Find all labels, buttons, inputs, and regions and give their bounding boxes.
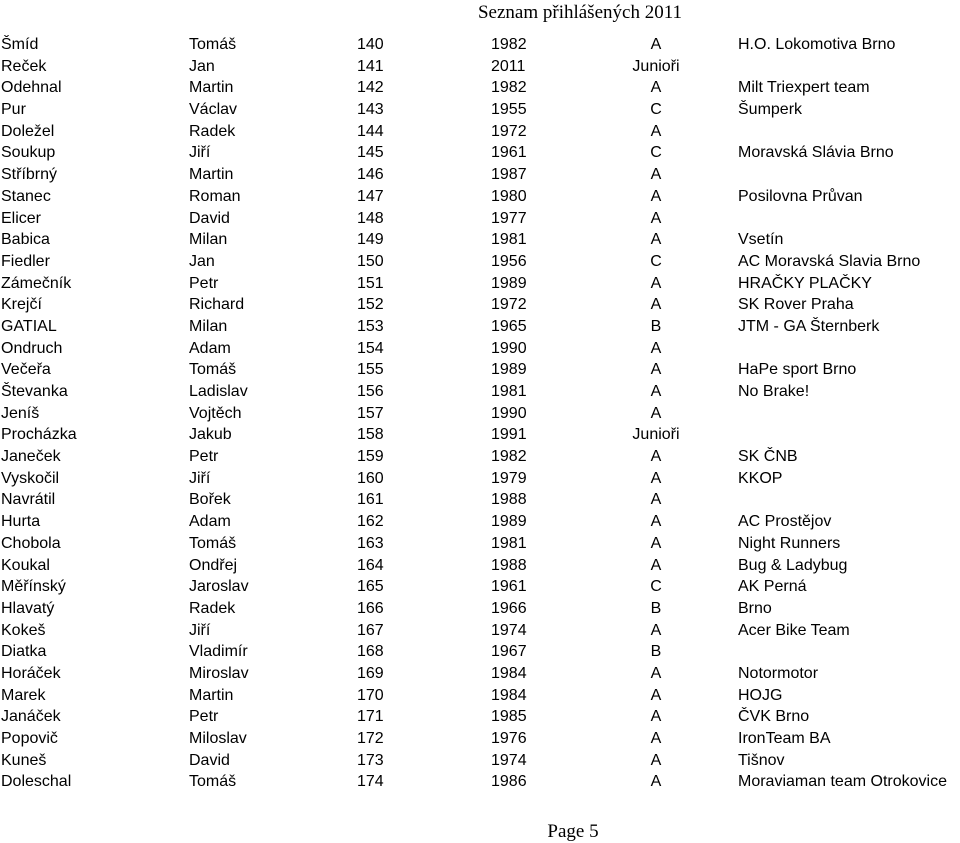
- entries-list: [0, 34, 960, 793]
- team-cell: KKOP: [738, 469, 783, 487]
- entry-row: [0, 685, 960, 707]
- surname-cell: GATIAL: [1, 317, 57, 335]
- entry-row: [0, 273, 960, 295]
- first-name-cell: Petr: [189, 708, 219, 726]
- start-number-cell: 157: [357, 404, 384, 422]
- team-cell: HaPe sport Brno: [738, 361, 857, 379]
- entry-row: [0, 750, 960, 772]
- entry-row: [0, 186, 960, 208]
- first-name-cell: Jiří: [189, 469, 211, 487]
- start-number-cell: 166: [357, 599, 384, 617]
- category-cell: A: [650, 708, 662, 726]
- surname-cell: Doležel: [1, 122, 55, 140]
- first-name-cell: Václav: [189, 101, 238, 119]
- start-number-cell: 153: [357, 317, 384, 335]
- start-number-cell: 149: [357, 231, 384, 249]
- start-number-cell: 148: [357, 209, 384, 227]
- category-cell: B: [650, 317, 662, 335]
- team-cell: IronTeam BA: [738, 730, 831, 747]
- start-number-cell: 170: [357, 686, 384, 704]
- team-cell: Moravská Slávia Brno: [738, 144, 894, 162]
- surname-cell: Stříbrný: [1, 166, 58, 184]
- first-name-cell: Petr: [189, 274, 219, 292]
- surname-cell: Ondruch: [1, 339, 63, 357]
- category-cell: C: [650, 144, 662, 162]
- first-name-cell: Tomáš: [189, 361, 237, 379]
- category-cell: A: [650, 166, 662, 184]
- first-name-cell: Jakub: [189, 426, 232, 444]
- team-cell: ČVK Brno: [738, 708, 810, 726]
- birth-year-cell: 1967: [491, 643, 527, 661]
- start-number-cell: 165: [357, 578, 384, 596]
- entry-row: [0, 34, 960, 56]
- birth-year-cell: 1977: [491, 209, 527, 227]
- surname-cell: Doleschal: [1, 773, 72, 791]
- entry-row: [0, 620, 960, 642]
- category-cell: A: [650, 404, 662, 422]
- team-cell: AK Perná: [738, 578, 807, 596]
- birth-year-cell: 1981: [491, 534, 527, 552]
- entry-row: [0, 576, 960, 598]
- entry-row: [0, 663, 960, 685]
- birth-year-cell: 1974: [491, 621, 527, 639]
- category-cell: B: [650, 599, 662, 617]
- surname-cell: Krejčí: [1, 296, 42, 314]
- category-cell: A: [650, 773, 662, 791]
- birth-year-cell: 1985: [491, 708, 527, 726]
- first-name-cell: Milan: [189, 231, 228, 249]
- birth-year-cell: 1990: [491, 339, 527, 357]
- first-name-cell: Jiří: [189, 621, 211, 639]
- surname-cell: Števanka: [1, 383, 68, 400]
- entry-row: [0, 598, 960, 620]
- start-number-cell: 147: [357, 187, 384, 205]
- entry-row: [0, 359, 960, 381]
- team-cell: Bug & Ladybug: [738, 556, 848, 574]
- entry-row: [0, 164, 960, 186]
- entry-row: [0, 338, 960, 360]
- first-name-cell: Tomáš: [189, 773, 237, 791]
- entry-row: [0, 555, 960, 577]
- start-number-cell: 144: [357, 122, 384, 140]
- surname-cell: Pur: [1, 101, 26, 119]
- surname-cell: Chobola: [1, 534, 61, 552]
- entry-row: [0, 511, 960, 533]
- category-cell: A: [650, 513, 662, 531]
- start-number-cell: 161: [357, 491, 384, 509]
- first-name-cell: Jiří: [189, 144, 211, 162]
- start-number-cell: 151: [357, 274, 384, 292]
- surname-cell: Zámečník: [1, 274, 72, 292]
- birth-year-cell: 1988: [491, 556, 527, 574]
- surname-cell: Měřínský: [1, 578, 66, 596]
- start-number-cell: 164: [357, 556, 384, 574]
- surname-cell: Reček: [1, 57, 47, 75]
- team-cell: Night Runners: [738, 534, 841, 552]
- start-number-cell: 163: [357, 534, 384, 552]
- page-number: Page 5: [547, 821, 599, 842]
- first-name-cell: Radek: [189, 599, 236, 617]
- start-number-cell: 140: [357, 36, 384, 53]
- entry-row: [0, 56, 960, 78]
- birth-year-cell: 1989: [491, 274, 527, 292]
- surname-cell: Soukup: [1, 144, 56, 162]
- surname-cell: Kuneš: [1, 751, 47, 769]
- category-cell: Junioři: [632, 426, 680, 444]
- team-cell: H.O. Lokomotiva Brno: [738, 36, 896, 53]
- category-cell: A: [650, 621, 662, 639]
- category-cell: A: [650, 491, 662, 509]
- first-name-cell: Vladimír: [189, 643, 248, 661]
- entry-row: [0, 446, 960, 468]
- start-number-cell: 158: [357, 426, 384, 444]
- entry-row: [0, 641, 960, 663]
- first-name-cell: Roman: [189, 187, 241, 205]
- start-number-cell: 154: [357, 339, 384, 357]
- first-name-cell: Ladislav: [189, 383, 248, 400]
- birth-year-cell: 1984: [491, 686, 527, 704]
- category-cell: A: [650, 339, 662, 357]
- team-cell: JTM - GA Šternberk: [738, 317, 880, 335]
- birth-year-cell: 1988: [491, 491, 527, 509]
- start-number-cell: 145: [357, 144, 384, 162]
- entry-row: [0, 533, 960, 555]
- start-number-cell: 159: [357, 448, 384, 466]
- surname-cell: Elicer: [1, 209, 42, 227]
- surname-cell: Horáček: [1, 664, 61, 682]
- entry-row: [0, 771, 960, 793]
- first-name-cell: Tomáš: [189, 534, 237, 552]
- entry-row: [0, 208, 960, 230]
- birth-year-cell: 1982: [491, 79, 527, 97]
- surname-cell: Janeček: [1, 448, 61, 466]
- first-name-cell: Miloslav: [189, 730, 247, 747]
- first-name-cell: Jan: [189, 57, 215, 75]
- birth-year-cell: 1976: [491, 730, 527, 747]
- category-cell: A: [650, 36, 662, 53]
- team-cell: SK ČNB: [738, 448, 798, 466]
- start-number-cell: 156: [357, 383, 384, 400]
- category-cell: A: [650, 534, 662, 552]
- surname-cell: Navrátil: [1, 491, 56, 509]
- birth-year-cell: 1972: [491, 122, 527, 140]
- birth-year-cell: 1987: [491, 166, 527, 184]
- category-cell: Junioři: [632, 57, 680, 75]
- birth-year-cell: 1974: [491, 751, 527, 769]
- first-name-cell: David: [189, 209, 230, 227]
- category-cell: A: [650, 556, 662, 574]
- birth-year-cell: 1955: [491, 101, 527, 119]
- start-number-cell: 143: [357, 101, 384, 119]
- surname-cell: Diatka: [1, 643, 47, 661]
- category-cell: A: [650, 231, 662, 249]
- start-number-cell: 169: [357, 664, 384, 682]
- entry-row: [0, 468, 960, 490]
- birth-year-cell: 1961: [491, 578, 527, 596]
- first-name-cell: Martin: [189, 686, 234, 704]
- start-number-cell: 146: [357, 166, 384, 184]
- start-number-cell: 150: [357, 252, 384, 270]
- birth-year-cell: 1966: [491, 599, 527, 617]
- team-cell: AC Prostějov: [738, 513, 832, 531]
- entry-row: [0, 294, 960, 316]
- first-name-cell: Vojtěch: [189, 404, 242, 422]
- birth-year-cell: 1980: [491, 187, 527, 205]
- start-number-cell: 160: [357, 469, 384, 487]
- birth-year-cell: 1989: [491, 361, 527, 379]
- birth-year-cell: 1956: [491, 252, 527, 270]
- first-name-cell: Adam: [189, 513, 231, 531]
- first-name-cell: Miroslav: [189, 664, 249, 682]
- birth-year-cell: 1981: [491, 383, 527, 400]
- category-cell: A: [650, 383, 662, 400]
- category-cell: A: [650, 730, 662, 747]
- entry-row: [0, 728, 960, 750]
- first-name-cell: Martin: [189, 79, 234, 97]
- surname-cell: Večeřa: [1, 361, 51, 379]
- surname-cell: Popovič: [1, 730, 58, 747]
- surname-cell: Procházka: [1, 426, 77, 444]
- birth-year-cell: 1972: [491, 296, 527, 314]
- team-cell: HOJG: [738, 686, 783, 704]
- category-cell: C: [650, 101, 662, 119]
- category-cell: A: [650, 296, 662, 314]
- surname-cell: Koukal: [1, 556, 50, 574]
- birth-year-cell: 1981: [491, 231, 527, 249]
- team-cell: Acer Bike Team: [738, 621, 850, 639]
- birth-year-cell: 1991: [491, 426, 527, 444]
- team-cell: No Brake!: [738, 383, 810, 400]
- start-number-cell: 141: [357, 57, 384, 75]
- first-name-cell: Jaroslav: [189, 578, 249, 596]
- birth-year-cell: 1961: [491, 144, 527, 162]
- first-name-cell: Adam: [189, 339, 231, 357]
- entry-row: [0, 706, 960, 728]
- team-cell: Notormotor: [738, 664, 819, 682]
- category-cell: A: [650, 664, 662, 682]
- surname-cell: Odehnal: [1, 79, 62, 97]
- start-number-cell: 174: [357, 773, 384, 791]
- first-name-cell: Petr: [189, 448, 219, 466]
- surname-cell: Vyskočil: [1, 469, 60, 487]
- entry-row: [0, 424, 960, 446]
- surname-cell: Kokeš: [1, 621, 46, 639]
- first-name-cell: Jan: [189, 252, 215, 270]
- first-name-cell: Bořek: [189, 491, 231, 509]
- surname-cell: Jeníš: [1, 404, 40, 422]
- category-cell: A: [650, 187, 662, 205]
- category-cell: A: [650, 209, 662, 227]
- surname-cell: Babica: [1, 231, 50, 249]
- team-cell: AC Moravská Slavia Brno: [738, 252, 921, 270]
- start-number-cell: 173: [357, 751, 384, 769]
- start-number-cell: 167: [357, 621, 384, 639]
- start-number-cell: 152: [357, 296, 384, 314]
- surname-cell: Marek: [1, 686, 46, 704]
- first-name-cell: Radek: [189, 122, 236, 140]
- entry-row: [0, 142, 960, 164]
- page-header: Seznam přihlášených 2011: [477, 2, 682, 23]
- birth-year-cell: 1986: [491, 773, 527, 791]
- team-cell: SK Rover Praha: [738, 296, 854, 314]
- surname-cell: Šmíd: [1, 36, 39, 53]
- first-name-cell: Martin: [189, 166, 234, 184]
- team-cell: Šumperk: [738, 101, 803, 119]
- start-number-cell: 168: [357, 643, 384, 661]
- category-cell: A: [650, 361, 662, 379]
- entry-row: [0, 403, 960, 425]
- start-number-cell: 171: [357, 708, 384, 726]
- first-name-cell: David: [189, 751, 230, 769]
- team-cell: Vsetín: [738, 231, 784, 249]
- surname-cell: Janáček: [1, 708, 61, 726]
- entry-row: [0, 381, 960, 403]
- surname-cell: Hurta: [1, 513, 41, 531]
- birth-year-cell: 1990: [491, 404, 527, 422]
- birth-year-cell: 2011: [491, 57, 526, 75]
- team-cell: Moraviaman team Otrokovice: [738, 773, 947, 791]
- category-cell: A: [650, 79, 662, 97]
- start-number-cell: 142: [357, 79, 384, 97]
- surname-cell: Fiedler: [1, 252, 50, 270]
- team-cell: Brno: [738, 599, 772, 617]
- category-cell: C: [650, 252, 662, 270]
- birth-year-cell: 1984: [491, 664, 527, 682]
- category-cell: B: [650, 643, 662, 661]
- birth-year-cell: 1965: [491, 317, 527, 335]
- team-cell: Milt Triexpert team: [738, 79, 870, 97]
- category-cell: A: [650, 751, 662, 769]
- entry-row: [0, 77, 960, 99]
- entry-row: [0, 489, 960, 511]
- team-cell: Posilovna Průvan: [738, 187, 863, 205]
- start-number-cell: 162: [357, 513, 384, 531]
- start-number-cell: 155: [357, 361, 384, 379]
- first-name-cell: Ondřej: [189, 556, 238, 574]
- team-cell: HRAČKY PLAČKY: [738, 274, 872, 292]
- category-cell: C: [650, 578, 662, 596]
- entry-row: [0, 99, 960, 121]
- first-name-cell: Milan: [189, 317, 228, 335]
- entry-row: [0, 121, 960, 143]
- first-name-cell: Richard: [189, 296, 245, 314]
- category-cell: A: [650, 469, 662, 487]
- surname-cell: Hlavatý: [1, 599, 55, 617]
- start-number-cell: 172: [357, 730, 384, 747]
- birth-year-cell: 1989: [491, 513, 527, 531]
- category-cell: A: [650, 122, 662, 140]
- birth-year-cell: 1979: [491, 469, 527, 487]
- category-cell: A: [650, 686, 662, 704]
- entry-row: [0, 229, 960, 251]
- birth-year-cell: 1982: [491, 448, 527, 466]
- first-name-cell: Tomáš: [189, 36, 237, 53]
- surname-cell: Stanec: [1, 187, 51, 205]
- birth-year-cell: 1982: [491, 36, 527, 53]
- category-cell: A: [650, 274, 662, 292]
- team-cell: Tišnov: [738, 751, 785, 769]
- category-cell: A: [650, 448, 662, 466]
- entry-row: [0, 251, 960, 273]
- entry-row: [0, 316, 960, 338]
